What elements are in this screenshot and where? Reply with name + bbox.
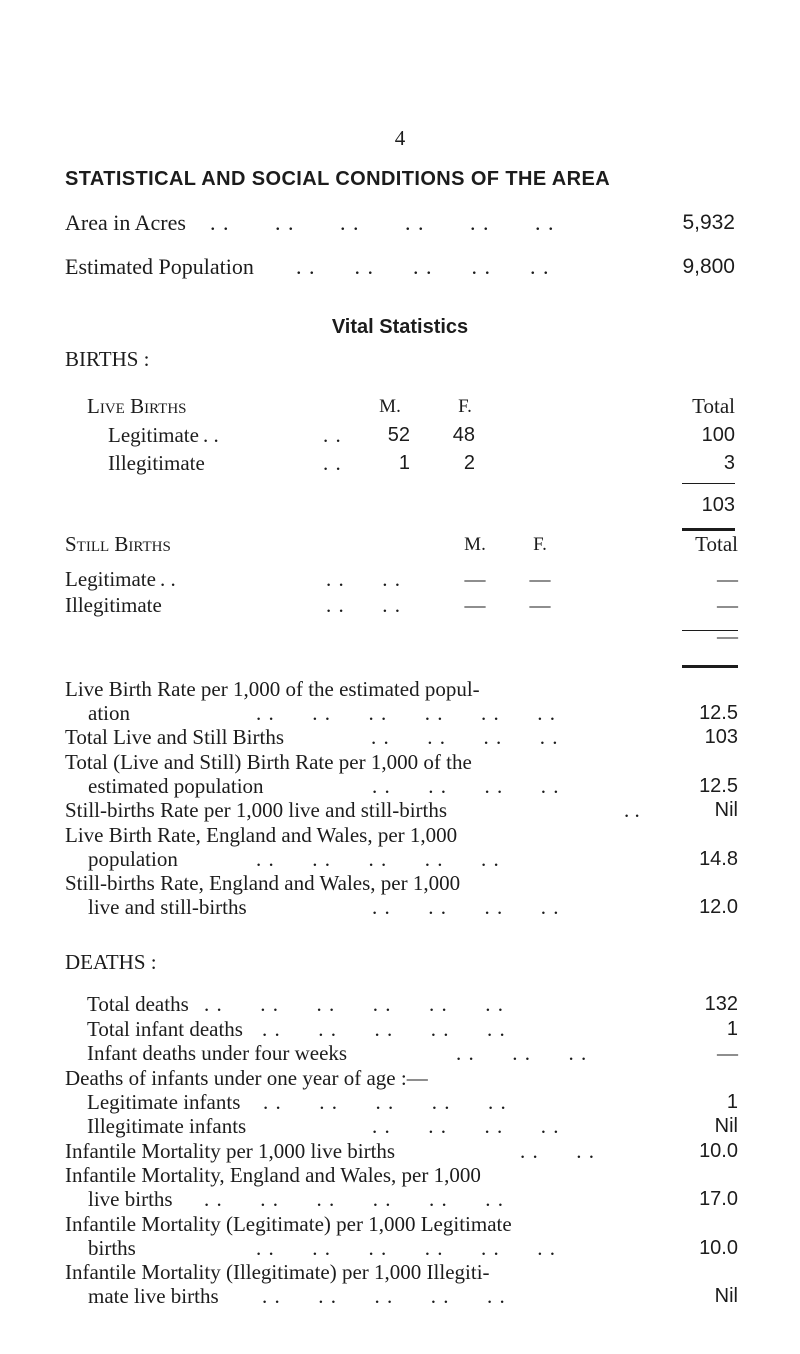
leader-dots: . . . . . . . . . . [256,847,500,871]
vital-statistics-heading: Vital Statistics [331,316,469,338]
leader-dots: . . . . . . . . [372,895,560,919]
leader-dots: . . . . . . . . [372,774,560,798]
leader-dots: . . . . [326,593,401,617]
death-line: Infantile Mortality, England and Wales, per 1,000 [65,1163,481,1187]
cell-m: — [464,567,486,591]
leader-dots: . . [160,567,176,591]
leader-dots: . . . . [520,1139,595,1163]
death-line: mate live births [88,1284,219,1308]
page-number: 4 [394,126,406,150]
death-line: Infantile Mortality per 1,000 live births [65,1139,396,1163]
death-value: Nil [714,1285,738,1307]
death-value: — [717,1041,738,1065]
leader-dots: . . . . . . . . [371,725,559,749]
cell-f: 2 [463,452,475,474]
death-line: Total infant deaths [87,1017,243,1041]
leader-dots: . . . . [326,567,401,591]
leader-dots: . . . . . . . . . . . . [256,1236,556,1260]
leader-dots: . . . . . . . . . . . . [256,701,556,725]
leader-dots: . . . . . . . . . . [262,1017,506,1041]
grand-total: — [717,624,738,648]
leader-dots: . . . . . . . . . . [263,1090,507,1114]
rate-line: Total (Live and Still) Birth Rate per 1,000 of the [65,750,472,774]
death-line: Infant deaths under four weeks [87,1041,348,1065]
cell-f: 48 [452,424,475,446]
cell-total: — [717,593,738,617]
cell-f: — [529,567,551,591]
death-line: Illegitimate infants [87,1114,247,1138]
cell-f: — [529,593,551,617]
page-title: STATISTICAL AND SOCIAL CONDITIONS OF THE AREA [65,168,611,190]
leader-dots: . . [323,423,342,447]
death-line: Legitimate infants [87,1090,241,1114]
col-f: F. [458,396,472,417]
population-label: Estimated Population [65,254,254,279]
death-value: 10.0 [699,1237,738,1259]
rate-line: Live Birth Rate per 1,000 of the estimated popul- [65,677,480,701]
death-value: 17.0 [699,1188,738,1210]
rate-value: 12.5 [699,775,738,797]
rate-line: population [88,847,178,871]
cell-total: 3 [723,452,735,474]
leader-dots: . . . . . . . . . . . . [210,210,555,235]
death-value: 1 [726,1018,738,1040]
grand-total: 103 [701,494,735,516]
death-value: 1 [726,1091,738,1113]
cell-m: 52 [387,424,410,446]
total-rule [682,665,738,668]
cell-m: 1 [398,452,410,474]
leader-dots: . . [203,423,219,447]
death-line: Total deaths [87,992,189,1016]
col-f: F. [533,534,547,555]
death-line: births [88,1236,136,1260]
col-total: Total [692,394,735,418]
live-births-label: Live Births [87,394,187,418]
row-label: Legitimate [108,423,199,447]
births-heading: BIRTHS : [65,347,150,371]
area-acres-label: Area in Acres [65,210,186,235]
deaths-heading: DEATHS : [65,950,157,974]
death-line: Infantile Mortality (Illegitimate) per 1,000 Illegiti- [65,1260,490,1284]
row-label: Legitimate [65,567,156,591]
row-label: Illegitimate [65,593,162,617]
col-m: M. [464,534,486,555]
leader-dots: . . . . . . . . . . [262,1284,506,1308]
rate-line: Total Live and Still Births [65,725,285,749]
cell-total: 100 [701,424,735,446]
rate-line: Still-births Rate, England and Wales, per 1,000 [65,871,461,895]
death-subheading: Deaths of infants under one year of age :— [65,1066,428,1090]
leader-dots: . . [624,798,640,822]
rate-value: Nil [714,799,738,821]
population-value: 9,800 [682,255,735,278]
death-value: Nil [714,1115,738,1137]
leader-dots: . . . . . . . . [372,1114,560,1138]
area-acres-value: 5,932 [682,211,735,234]
rate-line: live and still-births [88,895,247,919]
rate-value: 103 [704,726,738,748]
total-rule [682,483,735,484]
rate-line: ation [88,701,130,725]
leader-dots: . . [323,451,342,475]
rate-value: 12.5 [699,702,738,724]
col-m: M. [379,396,401,417]
death-line: live births [88,1187,173,1211]
leader-dots: . . . . . . . . . . . . [204,1187,504,1211]
leader-dots: . . . . . . [456,1041,588,1065]
rate-line: Still-births Rate per 1,000 live and still-births [65,798,448,822]
death-value: 132 [704,993,738,1015]
rate-value: 12.0 [699,896,738,918]
death-line: Infantile Mortality (Legitimate) per 1,000 Legitimate [65,1212,512,1236]
death-value: 10.0 [699,1140,738,1162]
rate-value: 14.8 [699,848,738,870]
still-births-label: Still Births [65,532,171,556]
rate-line: Live Birth Rate, England and Wales, per 1,000 [65,823,458,847]
leader-dots: . . . . . . . . . . . . [204,992,504,1016]
col-total: Total [695,532,738,556]
leader-dots: . . . . . . . . . . [296,254,550,279]
row-label: Illegitimate [108,451,205,475]
cell-total: — [717,567,738,591]
rate-line: estimated population [88,774,264,798]
cell-m: — [464,593,486,617]
